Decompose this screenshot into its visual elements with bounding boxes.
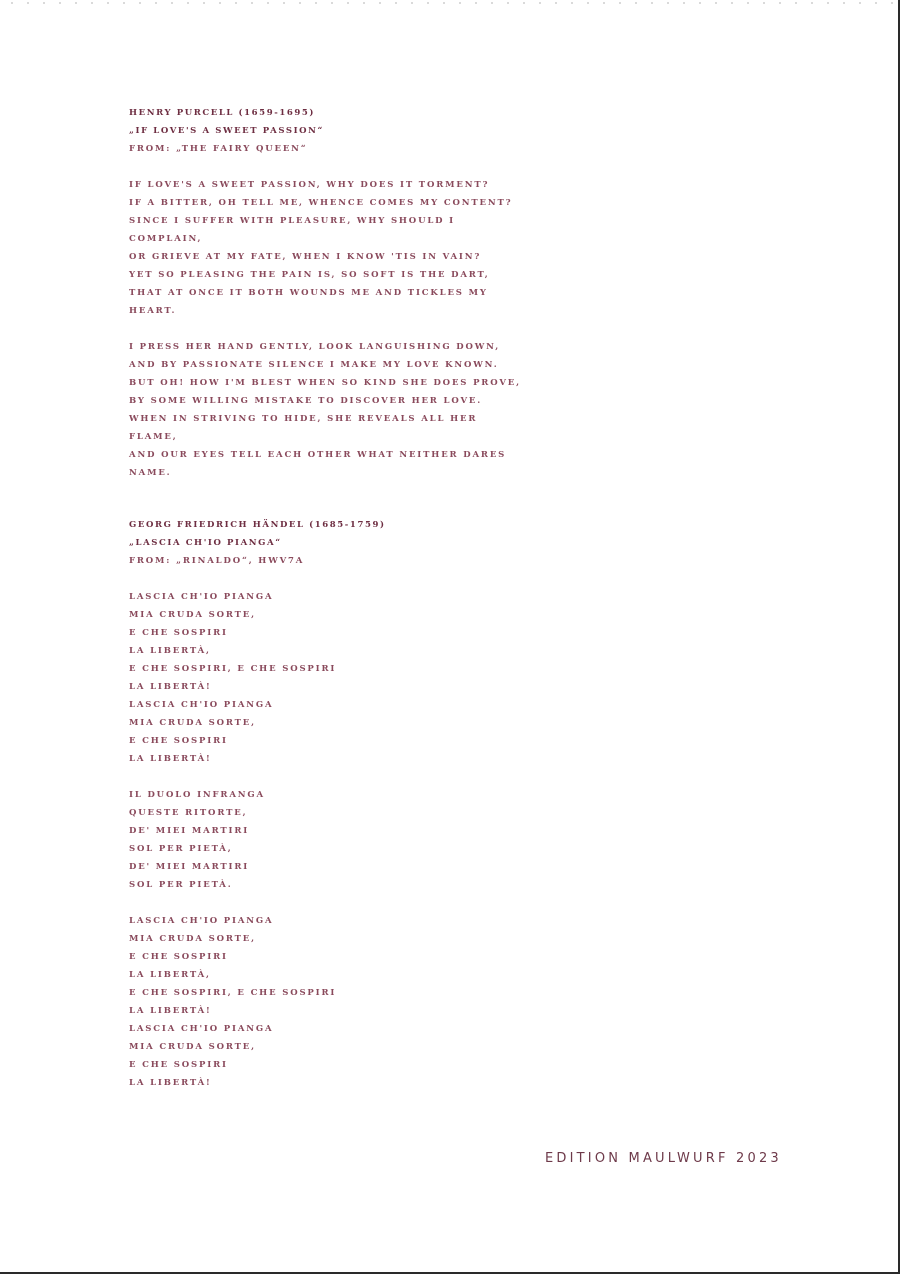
lyric-line: WHEN IN STRIVING TO HIDE, SHE REVEALS ALL HER: [129, 414, 478, 424]
song-source: FROM: „THE FAIRY QUEEN“: [129, 144, 308, 154]
lyric-line: E CHE SOSPIRI: [129, 1060, 228, 1070]
lyric-line: LASCIA CH'IO PIANGA: [129, 592, 274, 602]
lyric-line: SOL PER PIETÀ.: [129, 880, 233, 890]
lyric-line: E CHE SOSPIRI, E CHE SOSPIRI: [129, 664, 337, 674]
lyric-line: LA LIBERTÀ,: [129, 646, 211, 656]
lyric-line: LASCIA CH'IO PIANGA: [129, 700, 274, 710]
song-title: „LASCIA CH'IO PIANGA“: [129, 538, 282, 548]
lyric-line: LA LIBERTÀ!: [129, 682, 212, 692]
lyric-line: THAT AT ONCE IT BOTH WOUNDS ME AND TICKLES MY: [129, 288, 488, 298]
lyric-line: LA LIBERTÀ!: [129, 1078, 212, 1088]
lyric-line: MIA CRUDA SORTE,: [129, 934, 256, 944]
lyric-line: E CHE SOSPIRI, E CHE SOSPIRI: [129, 988, 337, 998]
composer-heading: GEORG FRIEDRICH HÄNDEL (1685-1759): [129, 520, 386, 530]
lyric-line: MIA CRUDA SORTE,: [129, 1042, 256, 1052]
stanza: [129, 912, 569, 1092]
lyric-line: FLAME,: [129, 432, 178, 442]
song-source: FROM: „RINALDO“, HWV7A: [129, 556, 305, 566]
lyric-line: BUT OH! HOW I'M BLEST WHEN SO KIND SHE DOES PROVE,: [129, 378, 521, 388]
lyrics-content: [129, 104, 569, 1092]
lyric-line: LASCIA CH'IO PIANGA: [129, 916, 274, 926]
lyric-line: E CHE SOSPIRI: [129, 736, 228, 746]
lyric-line: BY SOME WILLING MISTAKE TO DISCOVER HER LOVE.: [129, 396, 483, 406]
lyric-line: MIA CRUDA SORTE,: [129, 610, 256, 620]
lyric-line: LA LIBERTÀ!: [129, 754, 212, 764]
lyric-line: HEART.: [129, 306, 177, 316]
lyric-line: LASCIA CH'IO PIANGA: [129, 1024, 274, 1034]
lyric-line: E CHE SOSPIRI: [129, 628, 228, 638]
lyric-line: LA LIBERTÀ,: [129, 970, 211, 980]
dotted-top-border: [0, 0, 898, 6]
lyric-line: SINCE I SUFFER WITH PLEASURE, WHY SHOULD I: [129, 216, 456, 226]
song-title: „IF LOVE'S A SWEET PASSION“: [129, 126, 325, 136]
stanza: [129, 588, 569, 768]
lyric-line: MIA CRUDA SORTE,: [129, 718, 256, 728]
lyric-line: IF A BITTER, OH TELL ME, WHENCE COMES MY CONTENT?: [129, 198, 513, 208]
lyric-line: NAME.: [129, 468, 172, 478]
lyric-line: E CHE SOSPIRI: [129, 952, 228, 962]
section-handel: [129, 516, 569, 1092]
stanza: [129, 176, 569, 320]
lyric-line: LA LIBERTÀ!: [129, 1006, 212, 1016]
lyric-line: YET SO PLEASING THE PAIN IS, SO SOFT IS THE DART,: [129, 270, 490, 280]
lyric-line: AND BY PASSIONATE SILENCE I MAKE MY LOVE KNOWN.: [129, 360, 499, 370]
lyric-line: COMPLAIN,: [129, 234, 203, 244]
lyric-line: I PRESS HER HAND GENTLY, LOOK LANGUISHING DOWN,: [129, 342, 501, 352]
stanza: [129, 338, 569, 482]
publisher-footer: EDITION MAULWURF 2023: [545, 1151, 782, 1166]
lyric-line: OR GRIEVE AT MY FATE, WHEN I KNOW 'TIS IN VAIN?: [129, 252, 482, 262]
lyric-line: SOL PER PIETÀ,: [129, 844, 233, 854]
lyric-line: QUESTE RITORTE,: [129, 808, 248, 818]
composer-heading: HENRY PURCELL (1659-1695): [129, 108, 316, 118]
lyric-line: DE' MIEI MARTIRI: [129, 862, 250, 872]
section-purcell: [129, 104, 569, 482]
lyric-line: AND OUR EYES TELL EACH OTHER WHAT NEITHER DARES: [129, 450, 507, 460]
lyric-line: IF LOVE'S A SWEET PASSION, WHY DOES IT TORMENT?: [129, 180, 490, 190]
lyric-line: IL DUOLO INFRANGA: [129, 790, 265, 800]
lyric-line: DE' MIEI MARTIRI: [129, 826, 250, 836]
stanza: [129, 786, 569, 894]
